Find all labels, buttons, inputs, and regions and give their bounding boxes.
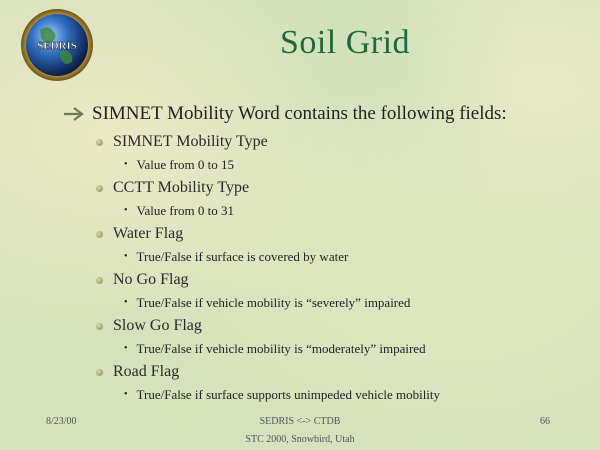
bullet-dot-icon (96, 139, 103, 146)
field-label: No Go Flag (113, 271, 189, 288)
field-label: Slow Go Flag (113, 317, 202, 334)
field-item (96, 130, 440, 154)
bullet-icon: • (124, 389, 128, 400)
bullet-icon: • (124, 343, 128, 354)
footer-center-text: SEDRIS <-> CTDB (259, 416, 341, 427)
field-label: Water Flag (113, 225, 184, 242)
bullet-dot-icon (96, 185, 103, 192)
field-detail-text: True/False if surface is covered by water (136, 249, 349, 264)
field-label: Road Flag (113, 363, 180, 380)
logo-text: SEDRIS (37, 40, 77, 52)
field-item (96, 222, 440, 246)
bullet-icon: • (124, 251, 128, 262)
bullet-icon: • (124, 159, 128, 170)
bullet-icon: • (124, 297, 128, 308)
field-detail-text: Value from 0 to 31 (136, 203, 234, 218)
field-detail (96, 292, 440, 314)
arrow-bullet-icon (64, 107, 84, 121)
field-list (96, 130, 440, 406)
field-detail (96, 246, 440, 268)
bullet-icon: • (124, 205, 128, 216)
field-detail-text: Value from 0 to 15 (136, 157, 234, 172)
field-detail (96, 384, 440, 406)
main-bullet-text: SIMNET Mobility Word contains the following fields: (92, 103, 507, 124)
footer-event: STC 2000, Snowbird, Utah (245, 434, 355, 445)
bullet-dot-icon (96, 231, 103, 238)
field-item (96, 176, 440, 200)
field-detail-text: True/False if vehicle mobility is “moderately” impaired (136, 341, 426, 356)
field-detail-text: True/False if surface supports unimpeded vehicle mobility (136, 387, 441, 402)
field-detail (96, 200, 440, 222)
field-label: CCTT Mobility Type (113, 179, 250, 196)
field-item (96, 360, 440, 384)
field-detail (96, 154, 440, 176)
footer-date: 8/23/00 (46, 416, 77, 427)
field-label: SIMNET Mobility Type (113, 133, 268, 150)
field-detail (96, 338, 440, 360)
footer-page-number: 66 (540, 416, 550, 427)
bullet-dot-icon (96, 277, 103, 284)
bullet-dot-icon (96, 369, 103, 376)
field-item (96, 314, 440, 338)
field-item (96, 268, 440, 292)
slide-title: Soil Grid (279, 24, 411, 61)
bullet-dot-icon (96, 323, 103, 330)
main-bullet (64, 103, 507, 125)
field-detail-text: True/False if vehicle mobility is “severely” impaired (136, 295, 411, 310)
